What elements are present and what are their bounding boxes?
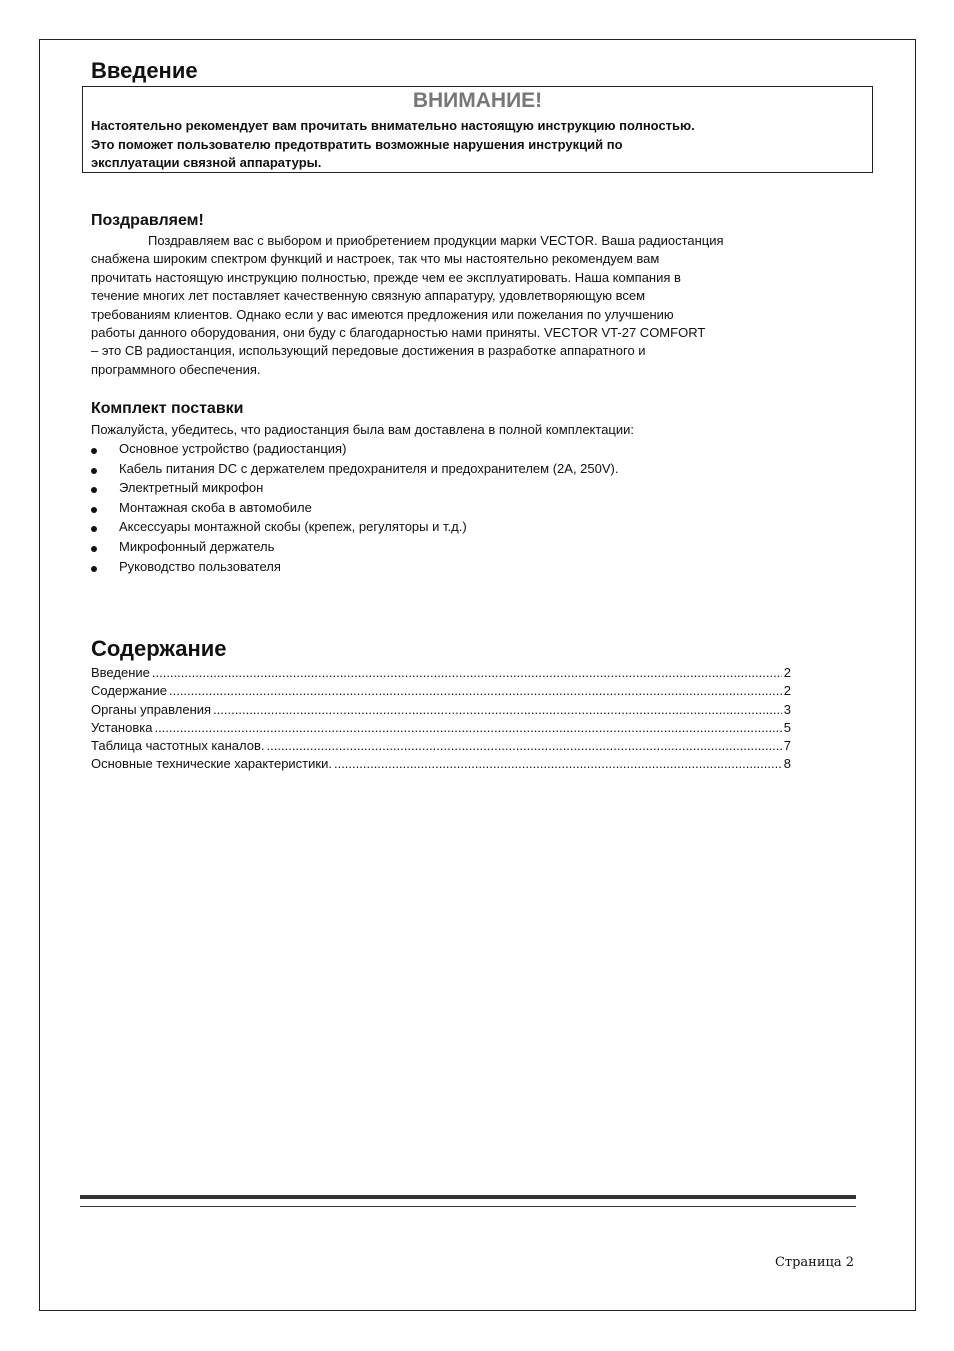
warning-line: эксплуатации связной аппаратуры. (91, 155, 322, 170)
paragraph-line: Поздравляем вас с выбором и приобретением продукции марки VECTOR. Ваша радиостанция (148, 233, 724, 248)
warning-line: Настоятельно рекомендует вам прочитать внимательно настоящую инструкцию полностью. (91, 118, 695, 133)
kit-intro: Пожалуйста, убедитесь, что радиостанция была вам доставлена в полной комплектации: (91, 422, 635, 437)
toc-entry-specs[interactable]: Основные технические характеристики. ..... 8 (91, 755, 791, 773)
intro-heading: Введение (91, 58, 198, 83)
footer-rule-thin (80, 1206, 856, 1207)
congrats-heading: Поздравляем! (91, 212, 204, 229)
contents-heading: Содержание (91, 636, 227, 661)
paragraph-line: программного обеспечения. (91, 361, 261, 377)
paragraph-line: прочитать настоящую инструкцию полностью, прежде чем ее эксплуатировать. Наша компания в (91, 269, 681, 285)
bullet-icon (91, 507, 97, 513)
kit-heading: Комплект поставки (91, 400, 244, 417)
warning-box (82, 86, 873, 173)
footer-rule-thick (80, 1195, 856, 1199)
bullet-icon (91, 546, 97, 552)
warning-text (91, 117, 831, 173)
paragraph-line: требованиям клиентов. Однако если у вас имеются предложения или пожелания по улучшению (91, 306, 674, 322)
paragraph-line: – это СВ радиостанция, использующий передовые достижения в разработке аппаратного и (91, 343, 646, 359)
toc-entry-intro[interactable]: Введение ..... 2 (91, 664, 791, 682)
bullet-icon (91, 468, 97, 474)
page-number: Страница 2 (774, 1255, 854, 1270)
bullet-icon (91, 448, 97, 454)
warning-title: ВНИМАНИЕ! (412, 89, 543, 112)
paragraph-line: работы данного оборудования, они буду с благодарностью нами приняты. VECTOR VT-27 COMFORT (91, 325, 706, 341)
bullet-icon (91, 566, 97, 572)
toc-entry-controls[interactable]: Органы управления ..... 3 (91, 701, 791, 719)
table-of-contents (91, 664, 791, 774)
paragraph-line: снабжена широким спектром функций и настроек, так что мы настоятельно рекомендуем вам (91, 251, 660, 267)
toc-entry-contents[interactable]: Содержание ..... 2 (91, 682, 791, 700)
warning-line: Это поможет пользователю предотвратить возможные нарушения инструкций по (91, 136, 623, 152)
paragraph-line: течение многих лет поставляет качественную связную аппаратуру, удовлетворяющую всем (91, 288, 646, 304)
toc-entry-installation[interactable]: Установка ..... 5 (91, 719, 791, 737)
congrats-paragraph (91, 232, 801, 379)
toc-entry-channels[interactable]: Таблица частотных каналов. ..... 7 (91, 737, 791, 755)
